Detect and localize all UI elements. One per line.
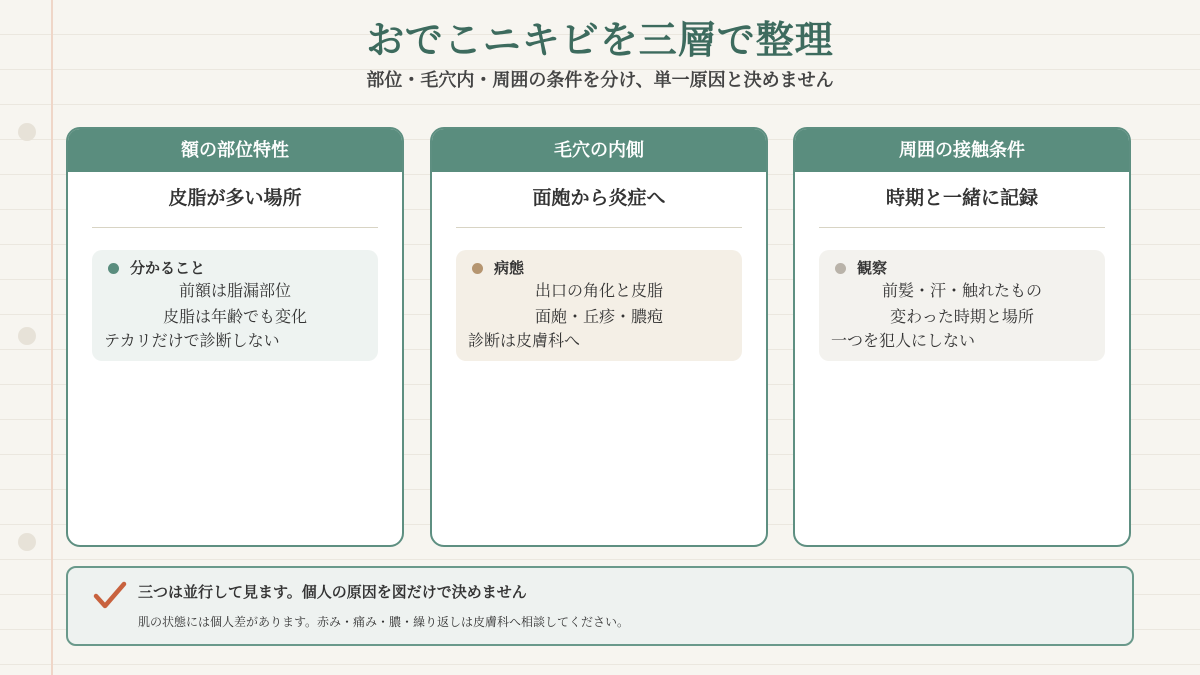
card-heading: 毛穴の内側 xyxy=(432,129,766,172)
info-box-header xyxy=(468,258,730,278)
binder-hole xyxy=(18,533,36,551)
bullet-dot-icon xyxy=(472,263,483,274)
binder-hole xyxy=(18,123,36,141)
info-line: 変わった時期と場所 xyxy=(890,307,1034,326)
info-line: テカリだけで診断しない xyxy=(104,331,280,350)
note-text: 肌の状態には個人差があります。赤み・痛み・膿・繰り返しは皮膚科へ相談してください。 xyxy=(138,615,630,629)
divider xyxy=(456,227,742,228)
info-line: 皮脂は年齢でも変化 xyxy=(162,307,307,326)
page-title: おでこニキビを三層で整理 xyxy=(366,17,834,62)
info-box xyxy=(456,250,742,361)
bullet-dot-icon xyxy=(108,263,119,274)
card-pore-inside xyxy=(430,127,768,547)
info-line: 前髪・汗・触れたもの xyxy=(881,281,1042,300)
card-contact-conditions xyxy=(793,127,1131,547)
summary-note xyxy=(66,566,1134,646)
binder-hole xyxy=(18,327,36,345)
info-box xyxy=(819,250,1105,361)
bullet-dot-icon xyxy=(835,263,846,274)
divider xyxy=(819,227,1105,228)
card-forehead-traits xyxy=(66,127,404,547)
card-heading: 額の部位特性 xyxy=(68,129,402,172)
info-line: 面皰・丘疹・膿疱 xyxy=(534,307,663,326)
info-box-label: 分かること xyxy=(130,259,206,277)
info-line: 診断は皮膚科へ xyxy=(468,331,581,350)
card-subheading: 皮脂が多い場所 xyxy=(168,187,302,209)
info-line: 出口の角化と皮脂 xyxy=(534,281,663,300)
notebook-margin-line xyxy=(51,0,53,675)
card-subheading: 面皰から炎症へ xyxy=(532,187,666,209)
note-title: 三つは並行して見ます。個人の原因を図だけで決めません xyxy=(138,583,527,601)
page-subtitle: 部位・毛穴内・周囲の条件を分け、単一原因と決めません xyxy=(366,70,834,91)
check-icon xyxy=(92,578,128,618)
divider xyxy=(92,227,378,228)
info-box xyxy=(92,250,378,361)
info-line: 前額は脂漏部位 xyxy=(178,281,291,300)
info-box-header xyxy=(831,258,1093,278)
info-line: 一つを犯人にしない xyxy=(831,331,976,350)
info-box-header xyxy=(104,258,366,278)
info-box-label: 病態 xyxy=(494,259,525,277)
card-heading: 周囲の接触条件 xyxy=(795,129,1129,172)
page-header xyxy=(0,14,1200,94)
card-subheading: 時期と一緒に記録 xyxy=(885,187,1038,209)
info-box-label: 観察 xyxy=(857,259,888,277)
